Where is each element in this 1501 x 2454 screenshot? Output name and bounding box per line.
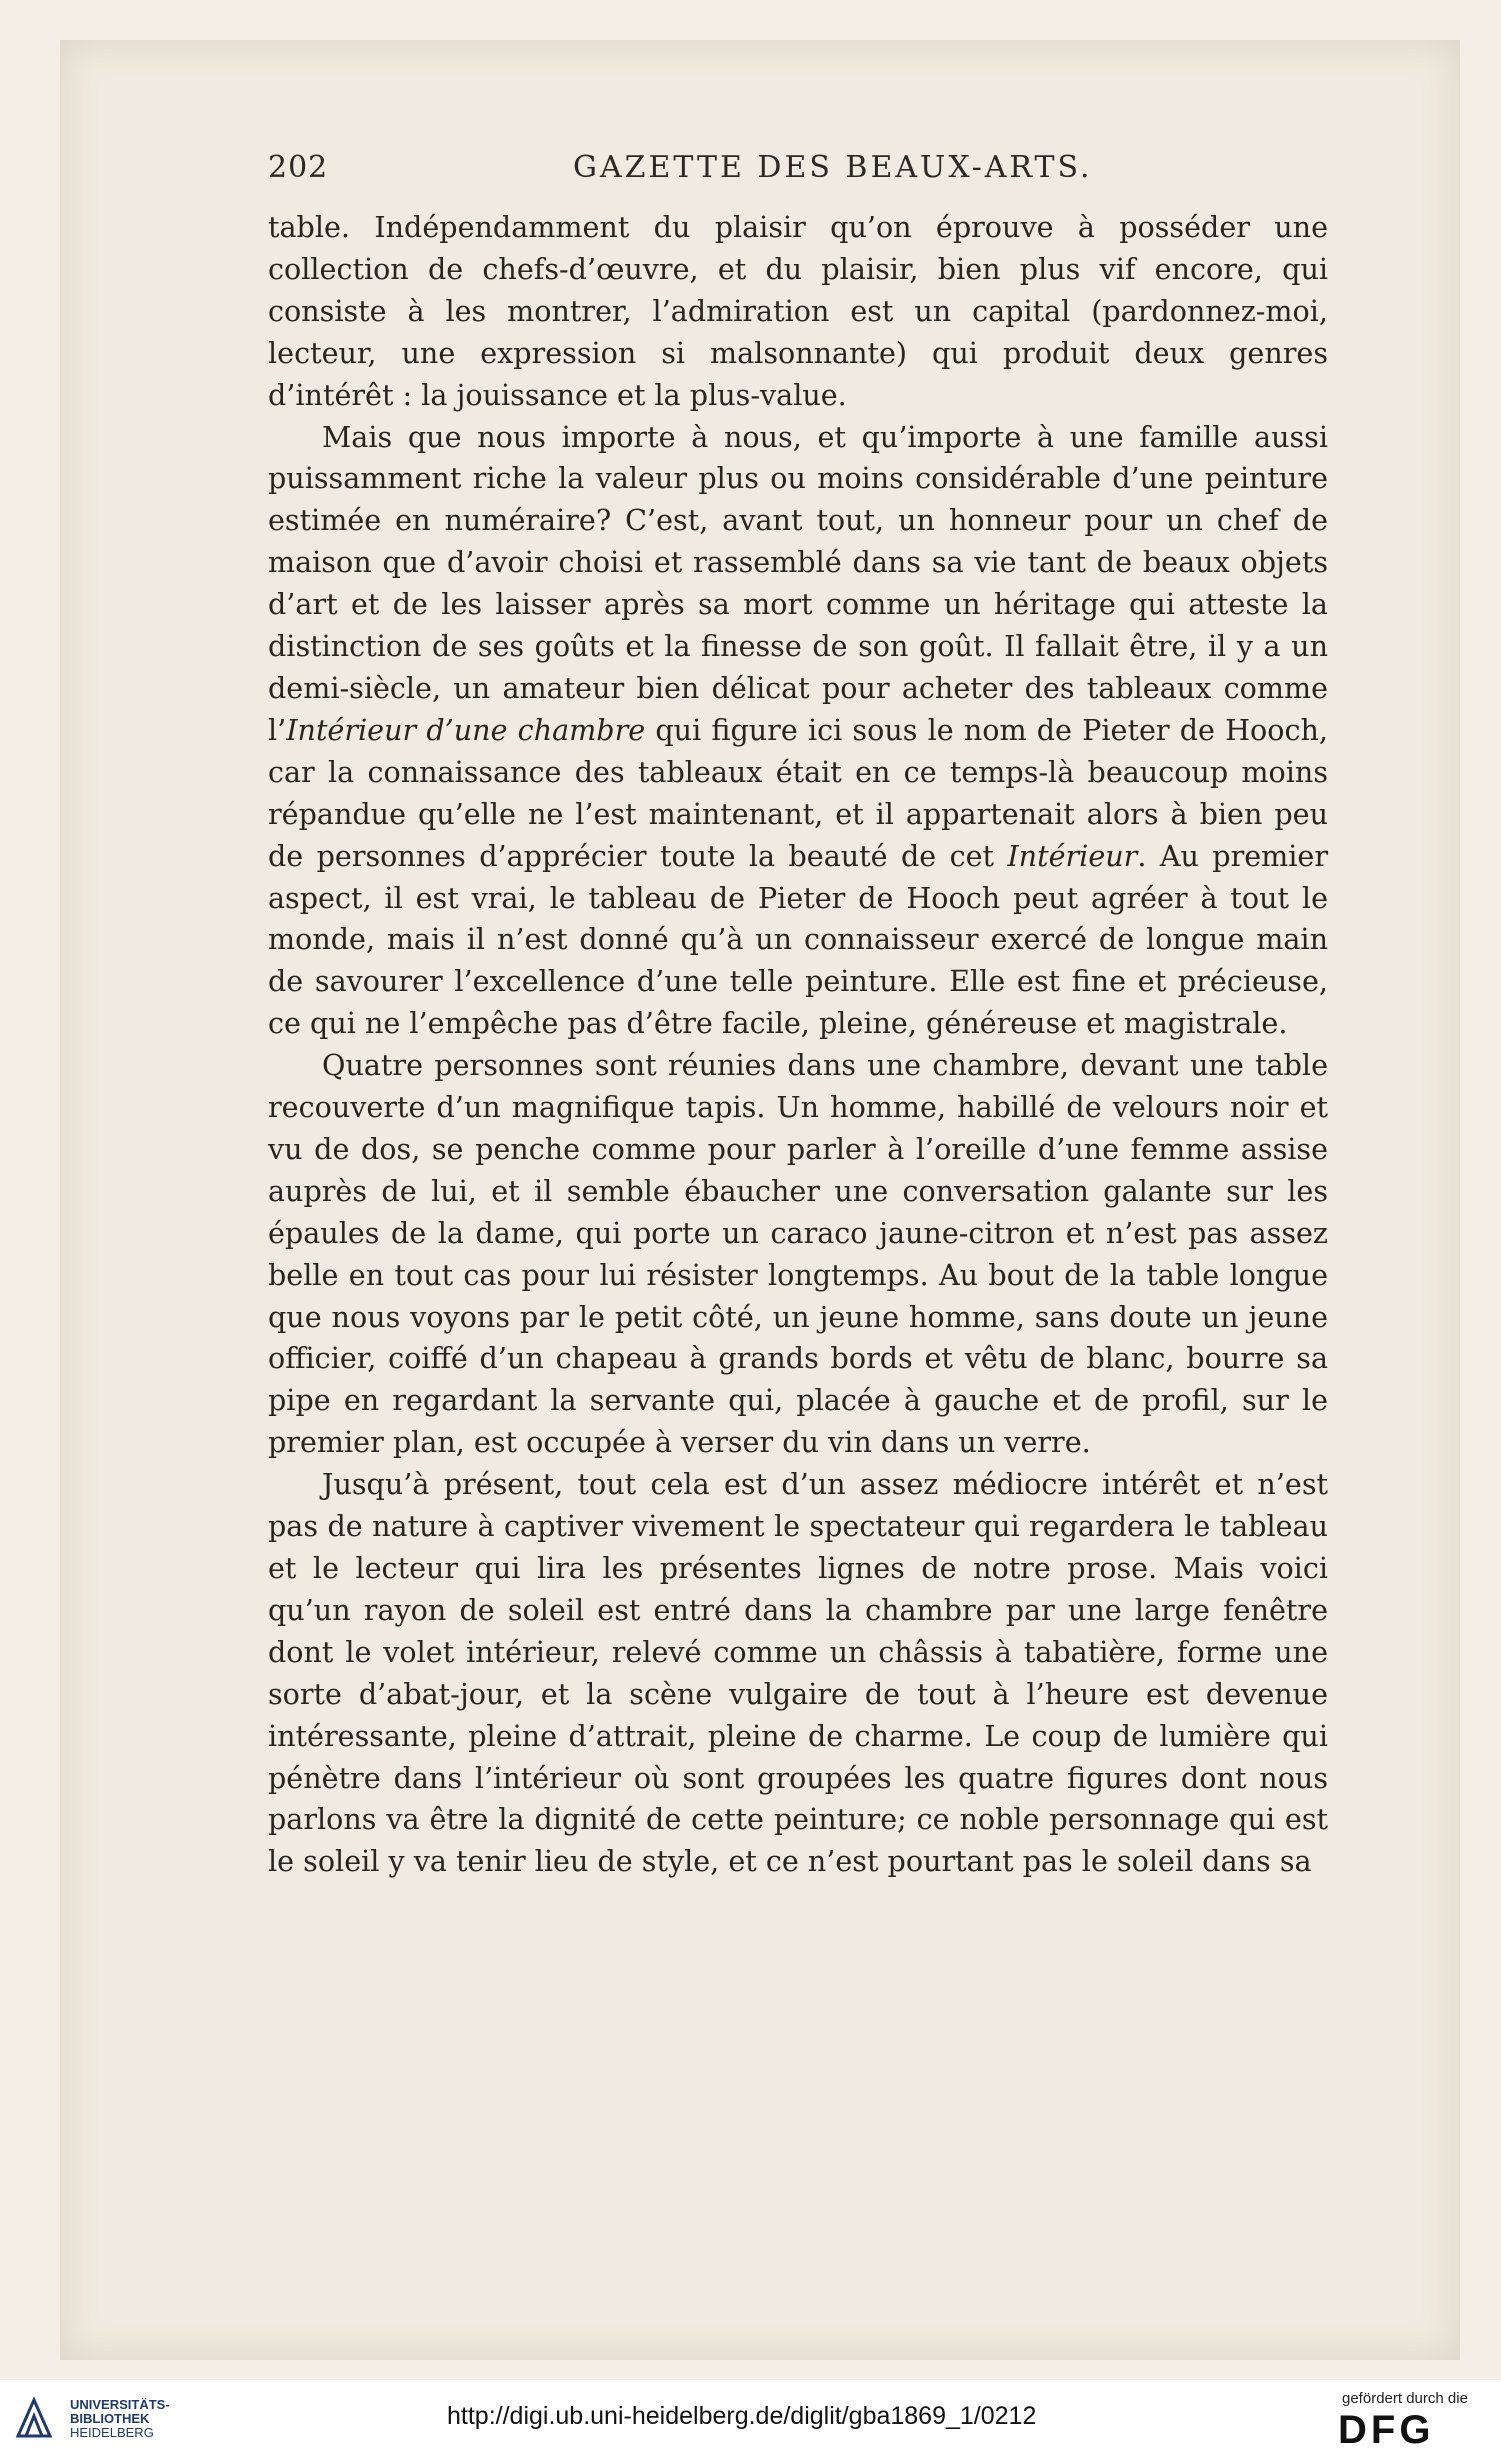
permalink-url[interactable]: http://digi.ub.uni-heidelberg.de/diglit/gba1869_1/0212 xyxy=(447,2402,1037,2430)
paragraph-2 xyxy=(268,417,1328,1046)
painting-title-italic: Intérieur d’une chambre xyxy=(286,712,646,747)
journal-title: GAZETTE DES BEAUX-ARTS. xyxy=(573,150,1093,185)
library-name-line-3: HEIDELBERG xyxy=(70,2425,154,2440)
library-name-line-1: UNIVERSITÄTS- xyxy=(70,2397,170,2412)
interieur-italic: Intérieur xyxy=(1007,838,1138,873)
library-name xyxy=(70,2398,170,2440)
paragraph-2-part-c: . Au premier aspect, il est vrai, le tableau de Pieter de Hooch peut agréer à tout le monde, mais il n’est donné qu’à un connaisseur exercé de longue main de savourer l’excellence d’une telle peinture. Elle est fine et précieuse, ce qui ne l’empêche pas d’être facile, pleine, généreuse et magistrale. xyxy=(268,838,1329,1041)
paragraph-2-part-a: Mais que nous importe à nous, et qu’importe à une famille aussi puissamment riche la valeur plus ou moins considérable d’une peinture estimée en numéraire? C’est, avant tout, un honneur pour un chef de maison que d’avoir choisi et rassemblé dans sa vie tant de beaux objets d’art et de les laisser après sa mort comme un héritage qui atteste la distinction de ses goûts et la finesse de son goût. Il fallait être, il y a un demi-siècle, un amateur bien délicat pour acheter des tableaux comme l’ xyxy=(268,419,1328,747)
university-library-logo-icon xyxy=(14,2396,54,2440)
paragraph-2-part-b: qui figure ici sous le nom de Pieter de Hooch, car la connaissance des tableaux était en ce temps-là beaucoup moins répandue qu’elle ne l’est maintenant, et il appartenait alors à bien peu de personnes d’apprécier toute la beauté de cet xyxy=(268,712,1328,873)
article-body xyxy=(268,207,1328,1883)
digitization-footer xyxy=(0,2380,1501,2454)
paragraph-3: Quatre personnes sont réunies dans une chambre, devant une table recouverte d’un magnifique tapis. Un homme, habillé de velours noir et vu de dos, se penche comme pour parler à l’oreille d’une femme assise auprès de lui, et il semble ébaucher une conversation galante sur les épaules de la dame, qui porte un caraco jaune-citron et n’est pas assez belle en tout cas pour lui résister longtemps. Au bout de la table longue que nous voyons par le petit côté, un jeune homme, sans doute un jeune officier, coiffé d’un chapeau à grands bords et vêtu de blanc, bourre sa pipe en regardant la servante qui, placée à gauche et de profil, sur le premier plan, est occupée à verser du vin dans un verre. xyxy=(268,1048,1328,1460)
running-header xyxy=(268,150,1328,190)
dfg-logo: DFG xyxy=(1338,2408,1435,2452)
sponsor-text: gefördert durch die xyxy=(1342,2390,1468,2407)
paragraph-1: table. Indépendamment du plaisir qu’on éprouve à posséder une collection de chefs-d’œuvre, et du plaisir, bien plus vif encore, qui consiste à les montrer, l’admiration est un capital (pardonnez-moi, lecteur, une expression si malsonnante) qui produit deux genres d’intérêt : la jouissance et la plus-value. xyxy=(268,210,1328,412)
paragraph-4: Jusqu’à présent, tout cela est d’un assez médiocre intérêt et n’est pas de nature à captiver vivement le spectateur qui regardera le tableau et le lecteur qui lira les présentes lignes de notre prose. Mais voici qu’un rayon de soleil est entré dans la chambre par une large fenêtre dont le volet intérieur, relevé comme un châssis à tabatière, forme une sorte d’abat-jour, et la scène vulgaire de tout à l’heure est devenue intéressante, pleine d’attrait, pleine de charme. Le coup de lumière qui pénètre dans l’intérieur où sont groupées les quatre figures dont nous parlons va être la dignité de cette peinture; ce noble personnage qui est le soleil y va tenir lieu de style, et ce n’est pourtant pas le soleil dans sa xyxy=(268,1467,1328,1879)
library-name-line-2: BIBLIOTHEK xyxy=(70,2411,150,2426)
page-number: 202 xyxy=(268,150,329,185)
